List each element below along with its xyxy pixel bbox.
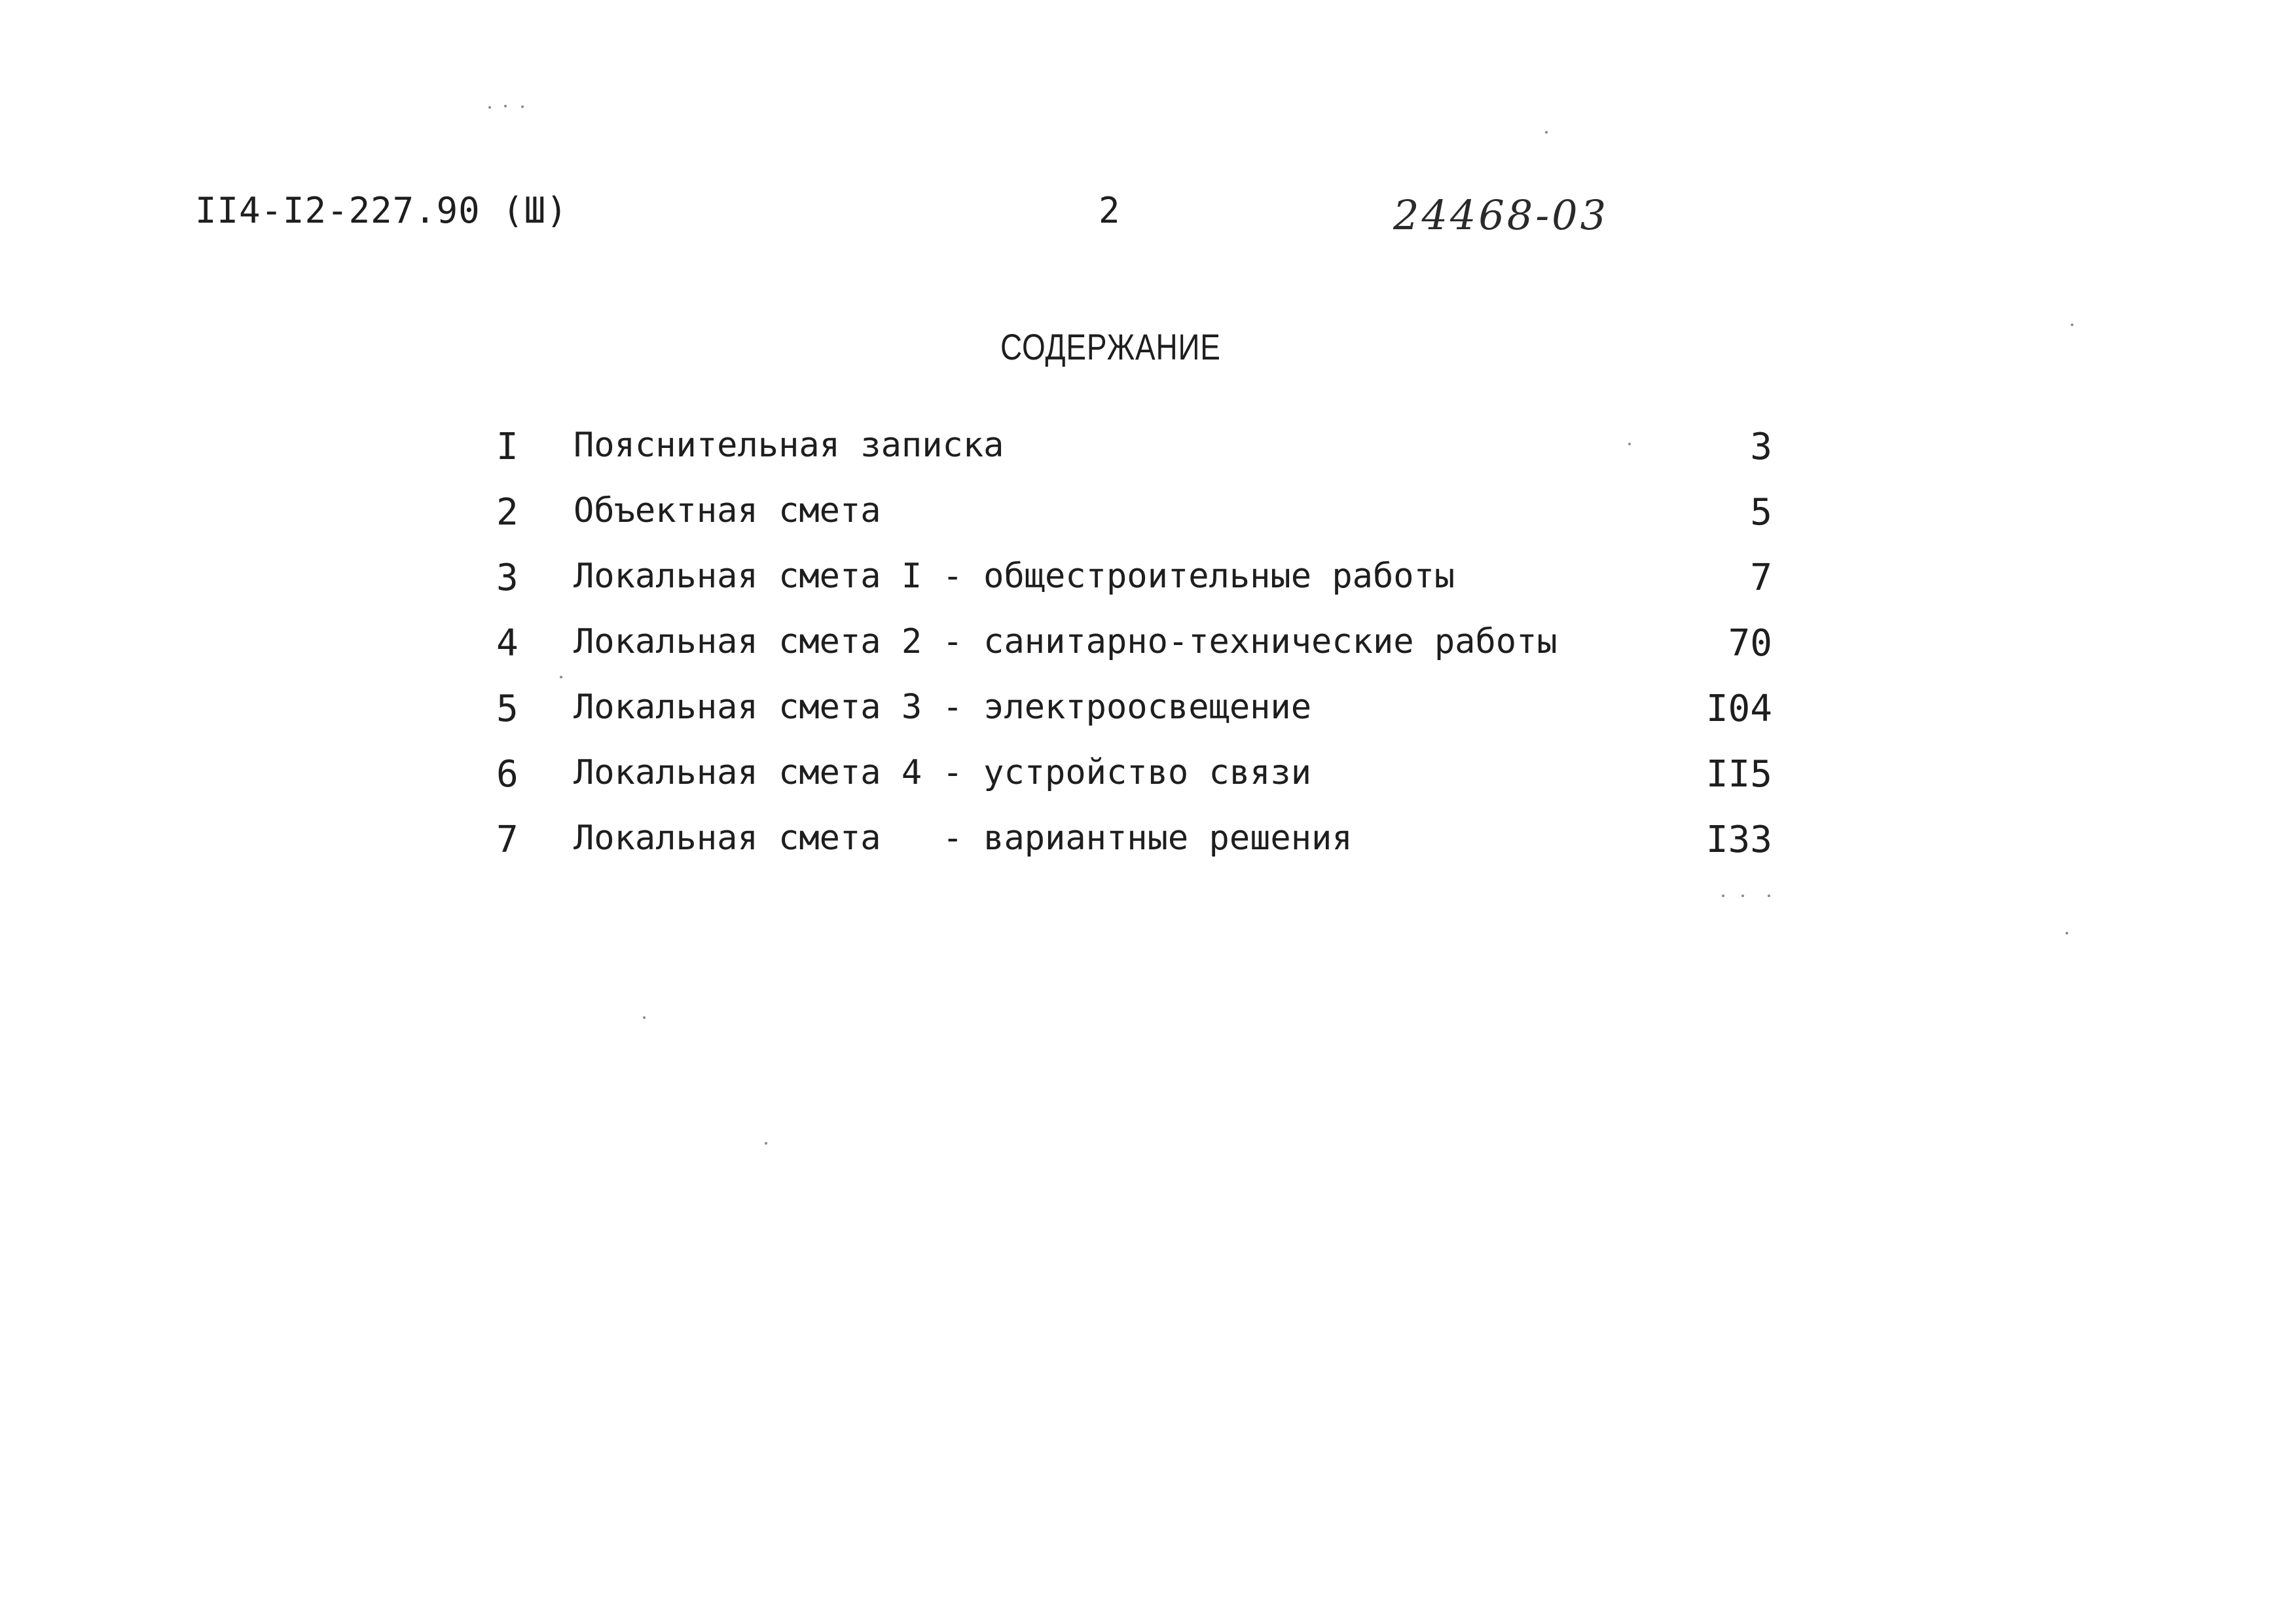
toc-entry-number: I: [496, 426, 519, 468]
toc-entry-page: 7: [1750, 557, 1772, 599]
scan-speck: [1722, 895, 1724, 897]
toc-entry-text: Локальная смета 3 - электроосвещение: [574, 688, 1312, 727]
scan-speck: [643, 1016, 646, 1019]
toc-entry-text: Локальная смета I - общестроительные работы: [574, 557, 1455, 596]
toc-entry-page: I04: [1705, 688, 1772, 730]
scan-speck: [488, 106, 491, 109]
toc-entry-number: 2: [496, 491, 519, 534]
toc-entry-text: Локальная смета 4 - устройство связи: [574, 753, 1312, 792]
toc-entry-text: Локальная смета 2 - санитарно-технические работы: [574, 622, 1558, 661]
toc-entry-text: Локальная смета - вариантные решения: [574, 819, 1353, 858]
toc-entry: [0, 819, 2296, 871]
contents-title: СОДЕРЖАНИЕ: [1000, 326, 1221, 367]
toc-entry-text: Объектная смета: [574, 491, 881, 530]
page-number: 2: [1099, 190, 1120, 231]
toc-entry-number: 7: [496, 819, 519, 861]
handwritten-number: 24468-03: [1393, 191, 1609, 239]
scan-speck: [765, 1142, 767, 1145]
toc-entry: [0, 622, 2296, 674]
toc-entry-number: 4: [496, 622, 519, 665]
toc-entry-page: I33: [1705, 819, 1772, 861]
scan-speck: [1628, 443, 1631, 445]
document-code: II4-I2-227.90 (Ш): [195, 190, 568, 231]
toc-entry-page: 3: [1750, 426, 1772, 468]
scan-speck: [1741, 895, 1744, 897]
toc-entry: [0, 426, 2296, 478]
toc-entry-page: 70: [1728, 622, 1772, 665]
toc-entry: [0, 753, 2296, 805]
toc-entry: [0, 491, 2296, 544]
scan-speck: [1768, 895, 1770, 897]
scan-speck: [2071, 323, 2073, 326]
toc-entry-number: 6: [496, 753, 519, 796]
scan-speck: [560, 676, 562, 678]
scan-speck: [521, 105, 524, 108]
scan-speck: [504, 105, 507, 107]
toc-entry-page: 5: [1750, 491, 1772, 534]
toc-entry-text: Пояснительная записка: [574, 426, 1004, 465]
toc-entry-number: 3: [496, 557, 519, 599]
toc-entry: [0, 557, 2296, 609]
toc-entry: [0, 688, 2296, 740]
toc-entry-number: 5: [496, 688, 519, 730]
toc-entry-page: II5: [1705, 753, 1772, 796]
scan-speck: [2066, 932, 2068, 934]
scan-speck: [1545, 131, 1548, 134]
